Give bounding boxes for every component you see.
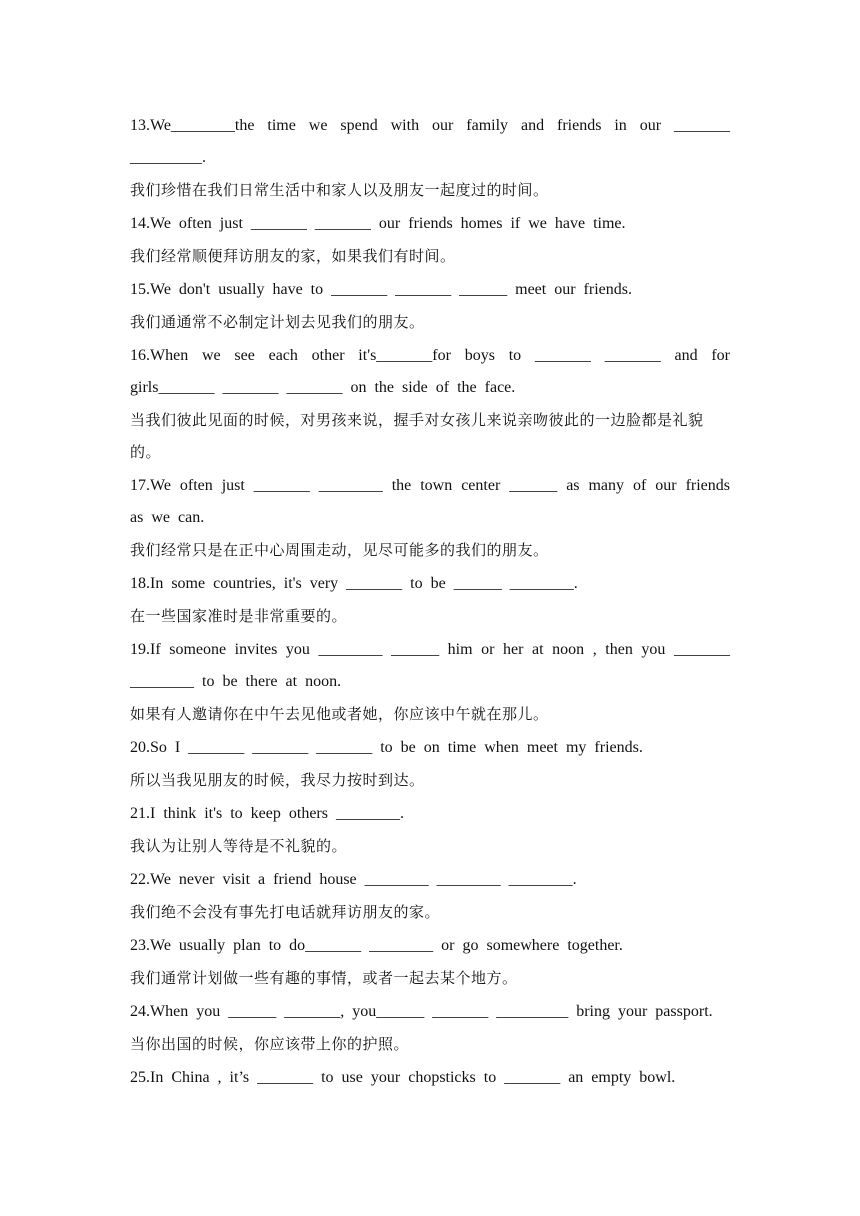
chinese-translation: 我们经常顺便拜访朋友的家，如果我们有时间。: [130, 247, 456, 265]
english-sentence: 19.If someone invites you ________ ______ him or her at noon , then you _______ ________ to be there at noon.: [130, 641, 730, 690]
exercise-item-22: [130, 864, 730, 928]
english-sentence: 21.I think it's to keep others ________.: [130, 805, 404, 822]
document-page: [130, 110, 730, 1094]
english-sentence: 23.We usually plan to do_______ ________ or go somewhere together.: [130, 937, 623, 954]
chinese-translation: 如果有人邀请你在中午去见他或者她，你应该中午就在那儿。: [130, 705, 549, 723]
exercise-item-17: [130, 470, 730, 566]
chinese-translation: 当你出国的时候，你应该带上你的护照。: [130, 1035, 410, 1053]
chinese-translation: 在一些国家准时是非常重要的。: [130, 607, 348, 625]
english-sentence: 22.We never visit a friend house ________ ________ ________.: [130, 871, 577, 888]
exercise-item-20: [130, 732, 730, 796]
exercise-item-23: [130, 930, 730, 994]
english-sentence: 24.When you ______ _______, you______ _______ _________ bring your passport.: [130, 1003, 713, 1020]
english-sentence: 14.We often just _______ _______ our friends homes if we have time.: [130, 215, 626, 232]
exercise-item-15: [130, 274, 730, 338]
exercise-item-19: [130, 634, 730, 730]
chinese-translation: 我们绝不会没有事先打电话就拜访朋友的家。: [130, 903, 441, 921]
chinese-translation: 我认为让别人等待是不礼貌的。: [130, 837, 348, 855]
exercise-item-24: [130, 996, 730, 1060]
chinese-translation: 所以当我见朋友的时候，我尽力按时到达。: [130, 771, 425, 789]
chinese-translation: 我们经常只是在正中心周围走动，见尽可能多的我们的朋友。: [130, 541, 549, 559]
exercise-item-21: [130, 798, 730, 862]
exercise-item-25: [130, 1062, 730, 1094]
exercise-item-13: [130, 110, 730, 206]
exercise-item-14: [130, 208, 730, 272]
english-sentence: 13.We________the time we spend with our family and friends in our _______ _________.: [130, 117, 730, 166]
exercise-item-16: [130, 340, 730, 468]
english-sentence: 15.We don't usually have to _______ _______ ______ meet our friends.: [130, 281, 632, 298]
english-sentence: 20.So I _______ _______ _______ to be on time when meet my friends.: [130, 739, 643, 756]
chinese-translation: 我们通常计划做一些有趣的事情，或者一起去某个地方。: [130, 969, 518, 987]
exercise-item-18: [130, 568, 730, 632]
english-sentence: 16.When we see each other it's_______for boys to _______ _______ and for girls_______ _______ _______ on the side of the face.: [130, 347, 730, 396]
chinese-translation: 我们通通常不必制定计划去见我们的朋友。: [130, 313, 425, 331]
chinese-translation: 我们珍惜在我们日常生活中和家人以及朋友一起度过的时间。: [130, 181, 549, 199]
english-sentence: 25.In China , it’s _______ to use your chopsticks to _______ an empty bowl.: [130, 1069, 676, 1086]
chinese-translation: 当我们彼此见面的时候，对男孩来说，握手对女孩儿来说亲吻彼此的一边脸都是礼貌的。: [130, 411, 704, 461]
english-sentence: 17.We often just _______ ________ the town center ______ as many of our friends as we can.: [130, 477, 730, 526]
english-sentence: 18.In some countries, it's very _______ to be ______ ________.: [130, 575, 578, 592]
